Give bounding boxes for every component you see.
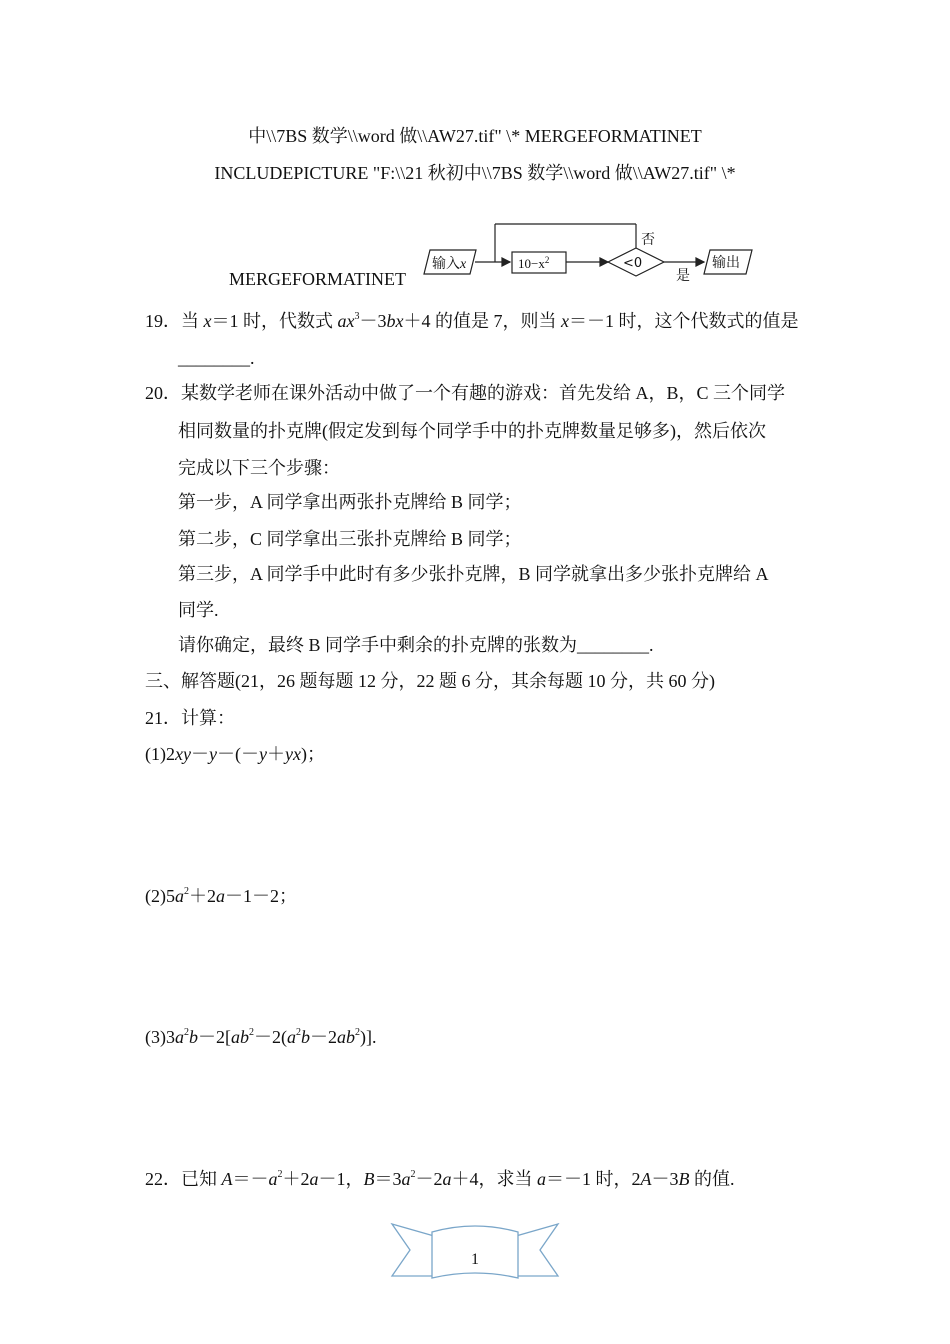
svg-text:输入x: 输入x [432, 256, 467, 272]
question-20-step-3-cont: 同学. [178, 600, 219, 620]
question-20-step-1: 第一步，A 同学拿出两张扑克牌给 B 同学； [178, 492, 522, 512]
question-21-part-1: (1)2xy－y－(－y＋yx)； [145, 744, 325, 764]
header-line-2: INCLUDEPICTURE "F:\\21 秋初中\\7BS 数学\\word 做\\AW27.tif" \* [214, 163, 736, 183]
svg-text:输出: 输出 [712, 255, 740, 271]
question-22: 22．已知 $A=-a^2+2a-1$，$B=3a^2-2a+4$，求当 a＝－1 时，2A－3B 的值. [145, 1169, 735, 1189]
question-20-step-2: 第二步，C 同学拿出三张扑克牌给 B 同学； [178, 529, 522, 549]
flowchart [420, 218, 760, 286]
question-19: 19．当 x＝1 时，代数式 $ax^3-3bx+4$ 的值是 7，则当 x＝－1 时，这个代数式的值是 [145, 311, 799, 331]
question-21-part-2: $(2)5a^2+2a-1-2$； [145, 886, 297, 906]
page-number: 1 [471, 1251, 479, 1268]
header-line-1: 中\\7BS 数学\\word 做\\AW27.tif" \* MERGEFORMATINET [248, 126, 702, 146]
svg-text:是: 是 [676, 268, 690, 284]
question-21-title: 21．计算： [145, 708, 235, 728]
svg-text:10−x2: $10-x^2$ [518, 255, 550, 271]
question-20-line-1: 20．某数学老师在课外活动中做了一个有趣的游戏：首先发给 A，B，C 三个同学 [145, 383, 786, 403]
question-19-blank: ________. [178, 348, 255, 368]
question-20-ask: 请你确定，最终 B 同学手中剩余的扑克牌的张数为________. [178, 635, 654, 655]
question-21-part-3: $(3)3a^2b-2[ab^2-2(a^2b-2ab^2)]$. [145, 1027, 377, 1047]
section-3-heading: 三、解答题(21，26 题每题 12 分，22 题 6 分，其余每题 10 分，共 60 分) [145, 671, 715, 691]
question-20-line-2: 相同数量的扑克牌(假定发到每个同学手中的扑克牌数量足够多)，然后依次 [178, 421, 766, 441]
header-line-3: MERGEFORMATINET [229, 269, 407, 289]
svg-text:<0: <0 [623, 256, 643, 271]
question-20-line-3: 完成以下三个步骤： [178, 458, 340, 478]
svg-text:否: 否 [641, 232, 655, 248]
question-20-step-3: 第三步，A 同学手中此时有多少张扑克牌，B 同学就拿出多少张扑克牌给 A [178, 564, 769, 584]
